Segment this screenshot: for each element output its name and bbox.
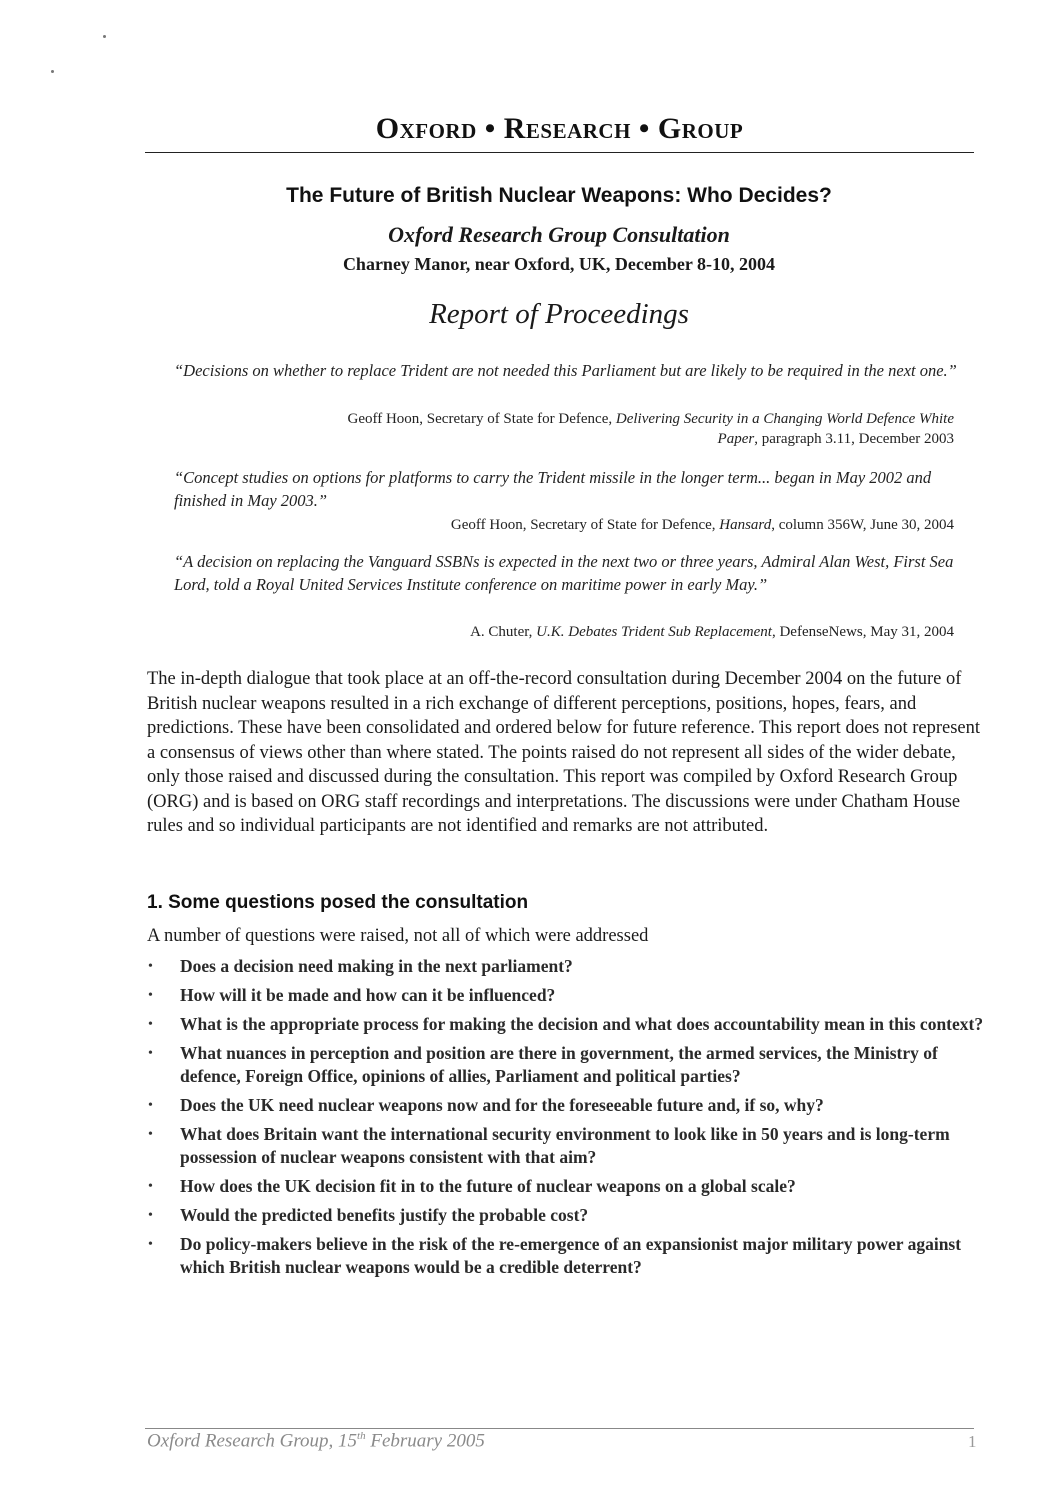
question-text: Do policy-makers believe in the risk of the re-emergence of an expansionist major military power against which British nuclear weapons would be a credible deterrent? <box>180 1234 962 1277</box>
question-text: Would the predicted benefits justify the probable cost? <box>180 1205 589 1225</box>
list-item <box>147 1175 987 1198</box>
bullet-icon: • <box>148 1208 153 1223</box>
attribution-details: , DefenseNews, May 31, 2004 <box>771 624 954 640</box>
list-item <box>147 984 987 1007</box>
bullet-icon: • <box>148 988 153 1003</box>
intro-paragraph: The in-depth dialogue that took place at an off-the-record consultation during December 2004 on the future of British nuclear weapons resulted in a rich exchange of different perceptions, positions, hopes, fears, and predictions. These have been consolidated and ordered below for future reference. This report does not represent a consensus of views other than where stated. The points raised do not represent all sides of the wider debate, only those raised and discussed during the consultation. This report was compiled by Oxford Research Group (ORG) and is based on ORG staff recordings and interpretations. The discussions were under Chatham House rules and so individual participants are not identified and remarks are not attributed. <box>147 669 981 836</box>
questions-list <box>147 955 987 1285</box>
list-item <box>147 1233 987 1279</box>
question-text: Does the UK need nuclear weapons now and for the foreseeable future and, if so, why? <box>180 1095 824 1115</box>
bullet-icon: • <box>148 1046 153 1061</box>
section-heading: 1. Some questions posed the consultation <box>147 892 529 913</box>
bullet-icon: • <box>148 1098 153 1113</box>
footer-ordinal: th <box>357 1430 366 1442</box>
bullet-icon: • <box>148 1127 153 1142</box>
epigraph-quote: “Decisions on whether to replace Trident are not needed this Parliament but are likely to be required in the next one.” <box>174 361 957 380</box>
question-text: How will it be made and how can it be influenced? <box>180 985 556 1005</box>
bullet-icon: • <box>148 959 153 974</box>
list-item <box>147 955 987 978</box>
document-title: The Future of British Nuclear Weapons: Who Decides? <box>286 184 832 207</box>
bullet-icon: • <box>148 1017 153 1032</box>
footer-rule <box>145 1428 974 1429</box>
question-text: What is the appropriate process for making the decision and what does accountability mean in this context? <box>180 1014 984 1034</box>
list-item <box>147 1204 987 1227</box>
question-text: Does a decision need making in the next parliament? <box>180 956 573 976</box>
masthead: Oxford • Research • Group <box>375 112 744 145</box>
question-text: What nuances in perception and position are there in government, the armed services, the Ministry of defence, Foreign Office, opinions of allies, Parliament and political parties? <box>180 1043 938 1086</box>
question-text: How does the UK decision fit in to the future of nuclear weapons on a global scale? <box>180 1176 796 1196</box>
document-subtitle: Oxford Research Group Consultation <box>388 222 730 247</box>
epigraph-attribution <box>314 409 954 449</box>
attribution-author: A. Chuter, <box>470 624 533 640</box>
masthead-rule <box>145 152 974 153</box>
epigraph-attribution <box>314 515 954 535</box>
list-item <box>147 1013 987 1036</box>
attribution-author: Geoff Hoon, Secretary of State for Defence, <box>347 411 613 427</box>
attribution-details: , paragraph 3.11, December 2003 <box>754 431 954 447</box>
attribution-source: U.K. Debates Trident Sub Replacement <box>536 624 772 640</box>
scan-speck <box>51 70 54 73</box>
attribution-author: Geoff Hoon, Secretary of State for Defence, <box>450 517 716 533</box>
list-item <box>147 1094 987 1117</box>
footer-org: Oxford Research Group, 15 <box>147 1430 358 1452</box>
attribution-source: Delivering Security in a Changing World Defence White Paper <box>615 411 954 447</box>
report-heading: Report of Proceedings <box>429 298 689 330</box>
list-item <box>147 1123 987 1169</box>
epigraph-attribution <box>314 622 954 642</box>
scan-speck <box>103 35 106 38</box>
bullet-icon: • <box>148 1237 153 1252</box>
epigraph-quote: “A decision on replacing the Vanguard SSBNs is expected in the next two or three years, Admiral Alan West, First Sea Lord, told a Royal United Services Institute conference on maritime power in early May.” <box>174 552 954 594</box>
footer-text <box>147 1430 485 1452</box>
attribution-details: , column 356W, June 30, 2004 <box>771 517 954 533</box>
question-text: What does Britain want the international security environment to look like in 50 years and is long-term possession of nuclear weapons consistent with that aim? <box>180 1124 950 1167</box>
page-number: 1 <box>968 1432 977 1451</box>
list-item <box>147 1042 987 1088</box>
epigraph-quote: “Concept studies on options for platforms to carry the Trident missile in the longer term... began in May 2002 and finished in May 2003.” <box>174 468 932 510</box>
section-lead: A number of questions were raised, not all of which were addressed <box>147 926 649 946</box>
attribution-source: Hansard <box>719 517 772 533</box>
bullet-icon: • <box>148 1179 153 1194</box>
footer-date: February 2005 <box>365 1430 485 1452</box>
venue-line: Charney Manor, near Oxford, UK, December 8-10, 2004 <box>342 254 776 274</box>
